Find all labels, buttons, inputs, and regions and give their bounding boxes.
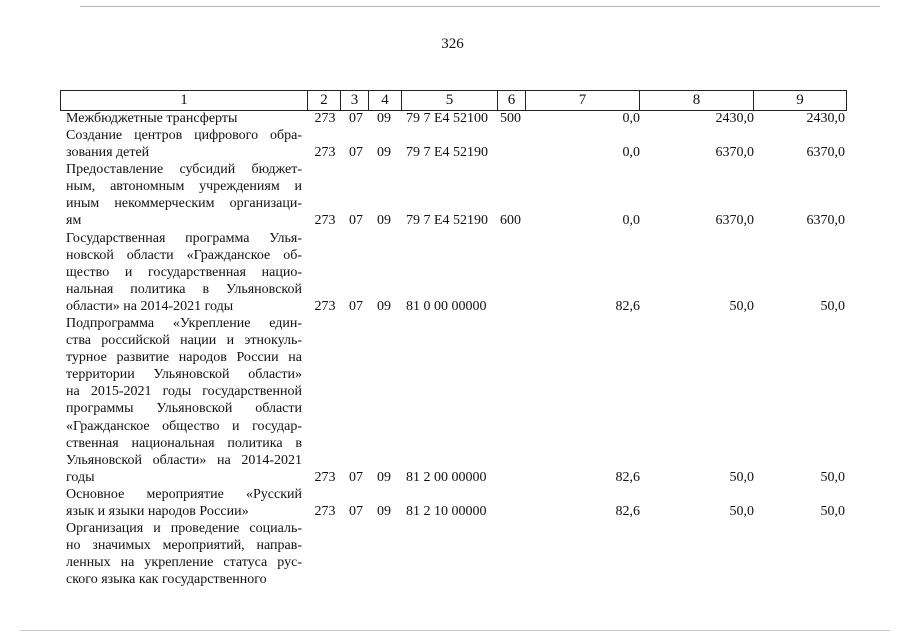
cell-col-5: 81 2 00 00000: [406, 469, 487, 485]
row-description-line: Создание центров цифрового обра-: [66, 128, 302, 143]
row-description-line: ства российской нации и этнокуль-: [66, 333, 302, 349]
page-number: 326: [441, 36, 464, 52]
cell-col-5: 81 0 00 00000: [406, 299, 487, 315]
cell-col-3: 07: [349, 145, 363, 161]
cell-col-7: 0,0: [622, 145, 640, 161]
scan-line-bottom: [20, 630, 890, 631]
header-col-4: 4: [368, 91, 401, 110]
row-description-line: Межбюджетные трансферты: [66, 111, 238, 126]
table-header: [60, 90, 847, 111]
row-description-line: новской области «Гражданское об-: [66, 248, 302, 264]
row-description-line: Организация и проведение социаль-: [66, 521, 302, 536]
row-description-line: язык и языки народов России»: [66, 504, 249, 520]
cell-col-4: 09: [377, 145, 391, 161]
cell-col-8: 50,0: [729, 504, 754, 520]
cell-col-4: 09: [377, 504, 391, 520]
cell-col-8: 6370,0: [715, 213, 754, 229]
row-description-line: программы Ульяновской области: [66, 401, 302, 417]
row-description-line: иным некоммерческим организаци-: [66, 196, 302, 212]
cell-col-6: 600: [500, 213, 521, 229]
row-description: [66, 161, 302, 229]
row-description-line: ственная национальная политика в: [66, 435, 302, 451]
row-description: [66, 110, 302, 127]
cell-col-4: 09: [377, 469, 391, 485]
cell-col-5: 79 7 E4 52100: [406, 111, 489, 126]
row-description-line: Основное мероприятие «Русский: [66, 487, 302, 502]
row-description-line: Предоставление субсидий бюджет-: [66, 162, 302, 177]
row-description: [66, 230, 302, 315]
cell-col-4: 09: [377, 111, 391, 126]
cell-col-3: 07: [349, 213, 363, 229]
row-description: [66, 486, 302, 520]
cell-col-9: 6370,0: [806, 213, 845, 229]
cell-col-2: 273: [314, 469, 336, 485]
header-col-2: 2: [307, 91, 340, 110]
row-description-line: ным, автономным учреждениям и: [66, 179, 302, 195]
header-col-7: 7: [525, 91, 639, 110]
cell-col-5: 81 2 10 00000: [406, 504, 487, 520]
row-description-line: «Гражданское общество и государ-: [66, 418, 302, 434]
row-description-line: турное развитие народов России на: [66, 350, 302, 366]
cell-col-8: 50,0: [729, 469, 754, 485]
row-description-line: но значимых мероприятий, направ-: [66, 538, 302, 554]
row-description-line: на 2015-2021 годы государственной: [66, 384, 302, 400]
header-col-1: 1: [180, 92, 188, 108]
row-description-line: ям: [66, 213, 82, 229]
row-description: [66, 127, 302, 161]
cell-col-9: 50,0: [820, 504, 845, 520]
cell-col-2: 273: [314, 299, 336, 315]
cell-col-2: 273: [314, 213, 336, 229]
cell-col-8: 50,0: [729, 299, 754, 315]
header-col-3: 3: [340, 91, 368, 110]
cell-col-7: 82,6: [615, 299, 640, 315]
cell-col-3: 07: [349, 504, 363, 520]
row-description-line: территории Ульяновской области»: [66, 367, 302, 383]
row-description: [66, 315, 302, 486]
scan-line-top: [80, 6, 880, 7]
row-description-line: ского языка как государственного: [66, 572, 267, 588]
header-col-6: 6: [497, 91, 525, 110]
header-col-5: 5: [401, 91, 497, 110]
cell-col-7: 82,6: [615, 504, 640, 520]
cell-col-2: 273: [314, 145, 336, 161]
row-description-line: годы: [66, 469, 95, 485]
row-description-line: щество и государственная нацио-: [66, 265, 302, 281]
cell-col-2: 273: [314, 504, 336, 520]
cell-col-8: 6370,0: [715, 145, 754, 161]
cell-col-4: 09: [377, 299, 391, 315]
cell-col-5: 79 7 E4 52190: [406, 145, 489, 161]
row-description-line: области» на 2014-2021 годы: [66, 299, 234, 315]
header-col-9: 9: [753, 91, 846, 110]
cell-col-9: 50,0: [820, 299, 845, 315]
cell-col-2: 273: [314, 111, 336, 126]
cell-col-4: 09: [377, 213, 391, 229]
cell-col-7: 0,0: [622, 213, 640, 229]
cell-col-3: 07: [349, 299, 363, 315]
cell-col-9: 2430,0: [806, 111, 845, 126]
row-description-line: Ульяновской области» на 2014-2021: [66, 452, 302, 468]
header-col-8: 8: [639, 91, 753, 110]
cell-col-7: 82,6: [615, 469, 640, 485]
cell-col-3: 07: [349, 469, 363, 485]
cell-col-8: 2430,0: [715, 111, 754, 126]
row-description-line: Подпрограмма «Укрепление един-: [66, 316, 302, 331]
row-description-line: нальная политика в Ульяновской: [66, 282, 302, 298]
row-description-line: ленных на укрепление статуса рус-: [66, 555, 302, 571]
cell-col-9: 6370,0: [806, 145, 845, 161]
cell-col-9: 50,0: [820, 469, 845, 485]
row-description-line: зования детей: [66, 145, 150, 161]
cell-col-7: 0,0: [622, 111, 640, 126]
cell-col-6: 500: [500, 111, 521, 126]
cell-col-5: 79 7 E4 52190: [406, 213, 489, 229]
row-description-line: Государственная программа Улья-: [66, 231, 302, 246]
cell-col-3: 07: [349, 111, 363, 126]
row-description: [66, 520, 302, 588]
